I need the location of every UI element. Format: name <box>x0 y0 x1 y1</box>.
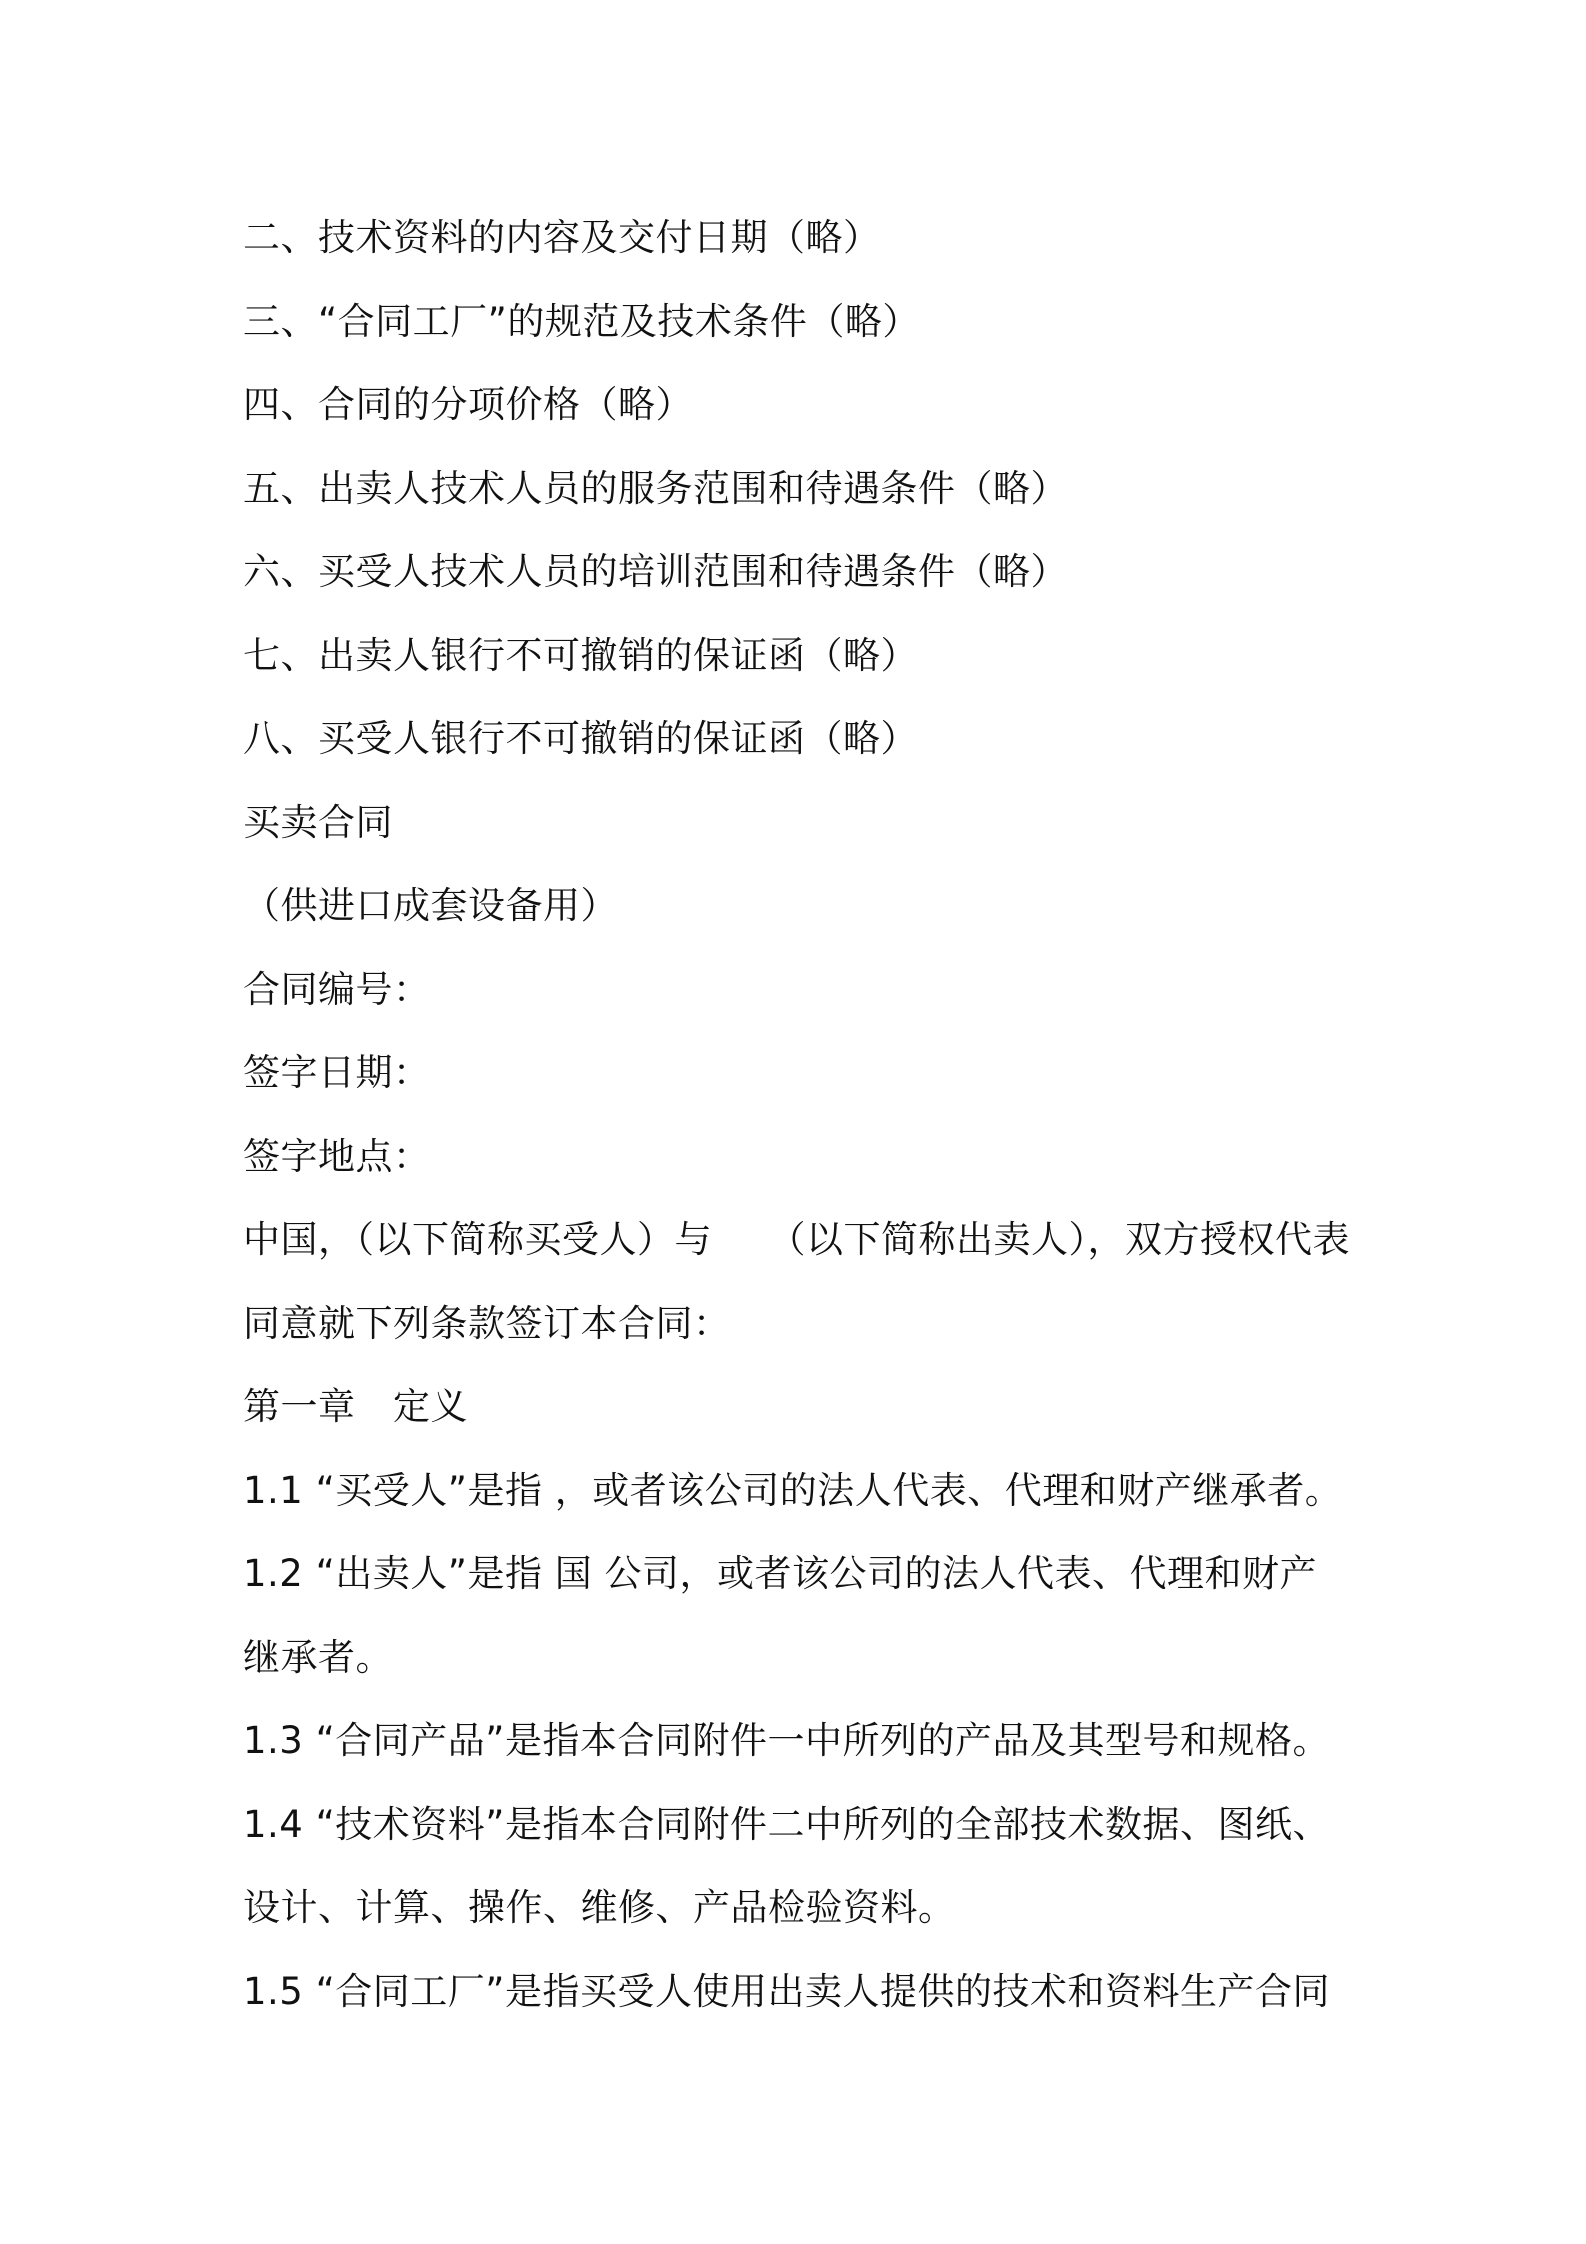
annex-item-2: 二、技术资料的内容及交付日期（略） <box>243 216 881 259</box>
parties-paragraph-line-1: 中国，（以下简称买受人）与 （以下简称出卖人），双方授权代表 <box>243 1218 1350 1261</box>
document-body <box>243 196 1373 2033</box>
annex-item-3: 三、“合同工厂”的规范及技术条件（略） <box>243 299 920 343</box>
annex-item-8: 八、买受人银行不可撤销的保证函（略） <box>243 717 918 760</box>
clause-1-1: 1.1 “买受人”是指 ，或者该公司的法人代表、代理和财产继承者。 <box>243 1468 1343 1512</box>
annex-item-5: 五、出卖人技术人员的服务范围和待遇条件（略） <box>243 466 1068 510</box>
clause-1-2-line-2: 继承者。 <box>243 1635 393 1679</box>
signing-date-field: 签字日期： <box>243 1051 431 1094</box>
annex-item-4: 四、合同的分项价格（略） <box>243 383 693 426</box>
annex-item-7: 七、出卖人银行不可撤销的保证函（略） <box>243 633 918 677</box>
contract-title: 买卖合同 <box>243 800 393 844</box>
clause-1-4-line-2: 设计、计算、操作、维修、产品检验资料。 <box>243 1886 956 1929</box>
contract-number-field: 合同编号： <box>243 967 431 1011</box>
parties-paragraph-line-2: 同意就下列条款签订本合同： <box>243 1301 731 1345</box>
contract-subtitle: （供进口成套设备用） <box>243 884 618 927</box>
signing-place-field: 签字地点： <box>243 1134 431 1178</box>
annex-item-6: 六、买受人技术人员的培训范围和待遇条件（略） <box>243 550 1068 593</box>
clause-1-4-line-1: 1.4 “技术资料”是指本合同附件二中所列的全部技术数据、图纸、 <box>243 1802 1330 1846</box>
clause-1-3: 1.3 “合同产品”是指本合同附件一中所列的产品及其型号和规格。 <box>243 1719 1330 1762</box>
clause-1-2-line-1: 1.2 “出卖人”是指 国 公司，或者该公司的法人代表、代理和财产 <box>243 1552 1317 1595</box>
clause-1-5-line-1: 1.5 “合同工厂”是指买受人使用出卖人提供的技术和资料生产合同 <box>243 1969 1330 2013</box>
chapter-1-heading: 第一章 定义 <box>243 1385 468 1428</box>
